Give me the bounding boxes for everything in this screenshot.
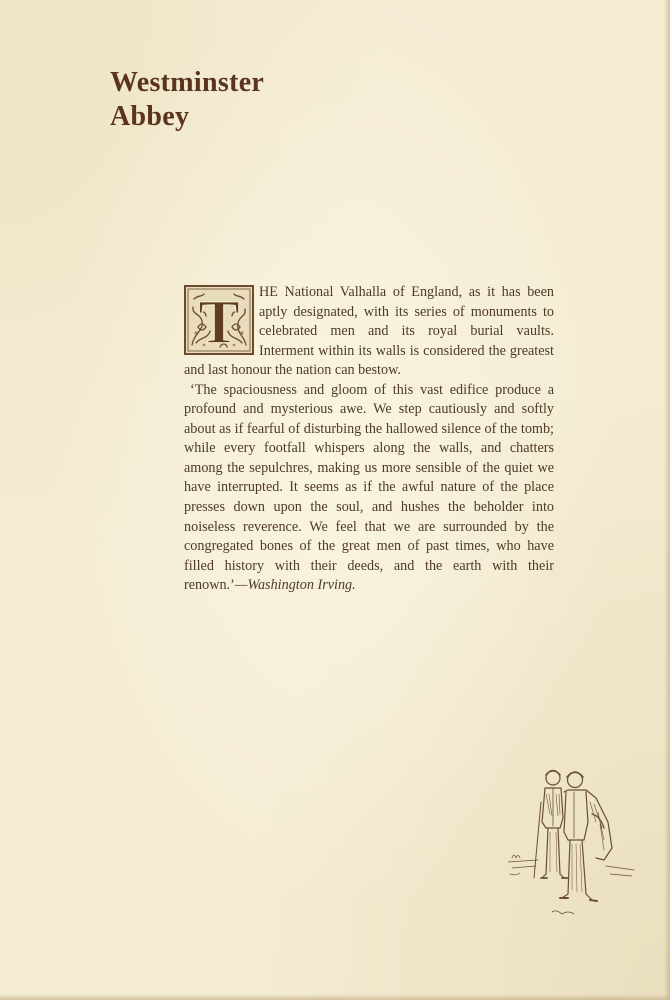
page-title: [110, 66, 264, 134]
title-line-1: Westminster: [110, 67, 265, 98]
quote-text: ‘The spaciousness and gloom of this vast edifice produce a profound and mysterious awe. We step cautiously and softly about as if fearful of disturbing the hallowed silence of the tomb; while every footfall whispers along the walls, and chatters among the sepulchres, making us more sensible of the quiet we have interrupted. It seems as if the awful nature of the place presses down upon the soul, and hushes the beholder into noiseless reverence. We feel that we are surrounded by the congregated bones of the great men of past times, who have filled history with their deeds, and the earth with their renown.’: [184, 381, 554, 594]
decorated-initial: [184, 285, 254, 355]
illustration-two-gentlemen: [508, 762, 638, 922]
drop-cap-letter: T: [198, 289, 240, 355]
paragraph-intro: HE National Valhalla of England, as it has been aptly designated, with its series of monuments to celebrated men and its royal burial vaults. Interment within its walls is considered the greatest and last honour the nation can bestow.: [184, 284, 554, 379]
title-line-2: Abbey: [110, 101, 190, 132]
two-gentlemen-sketch-icon: [508, 762, 638, 922]
quote-attribution: —Washington Irving.: [234, 577, 356, 594]
body-text: [184, 283, 554, 596]
ornamental-drop-cap-icon: [184, 285, 254, 355]
paragraph-quote: [184, 381, 554, 596]
page-edge-shadow-bottom: [0, 994, 670, 1000]
page-edge-shadow-right: [664, 0, 670, 1000]
